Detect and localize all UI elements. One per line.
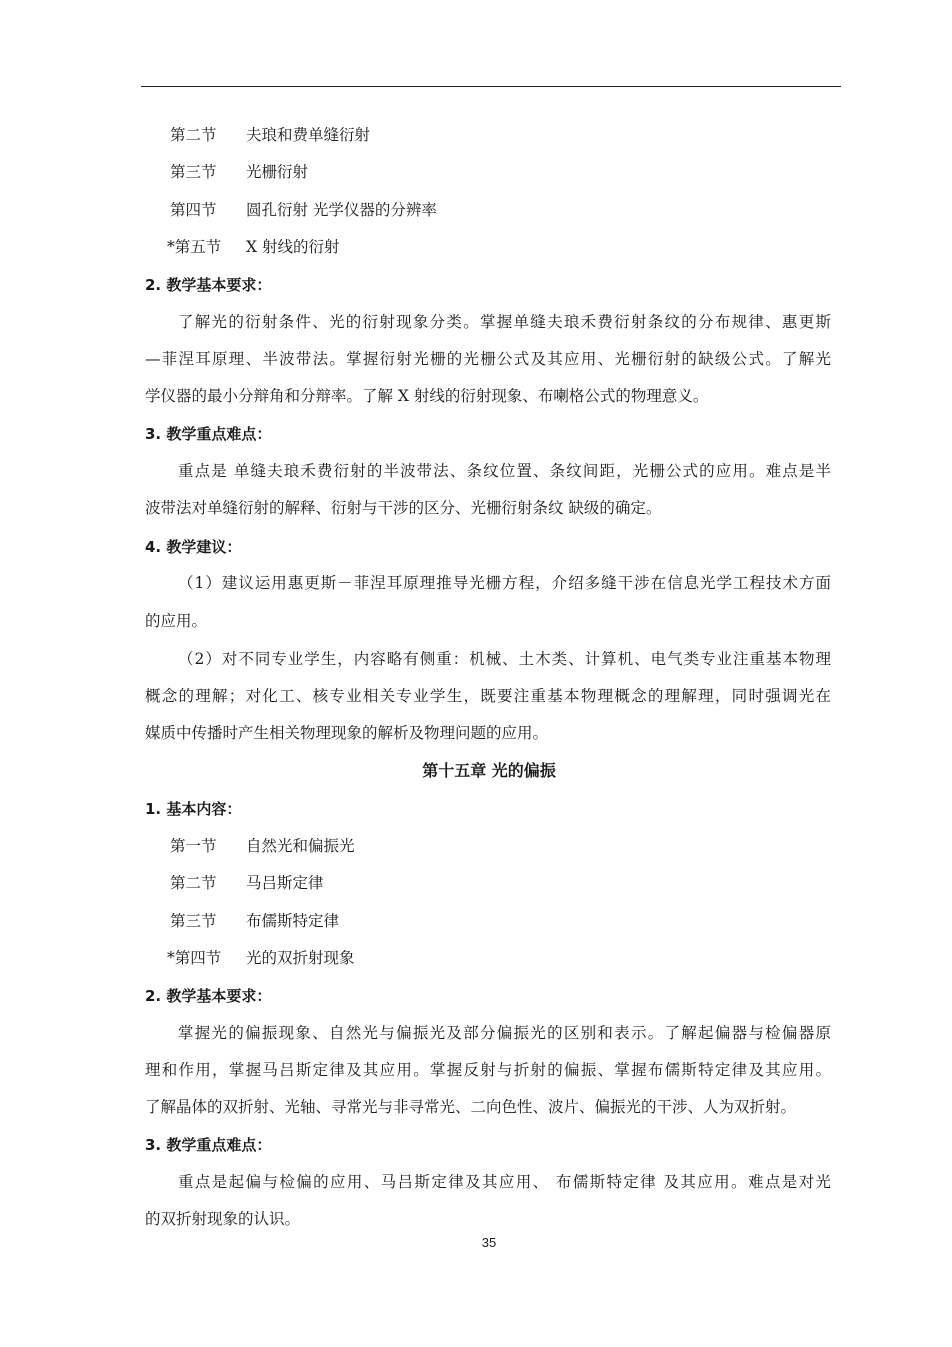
section-heading: 1. 基本内容： [145,800,242,818]
paragraph-line: （2）对不同专业学生，内容略有侧重：机械、土木类、计算机、电气类专业注重基本物理 [178,650,831,668]
section-heading: 2. 教学基本要求： [145,276,272,294]
chapter-title: 第十五章 光的偏振 [422,761,556,780]
section-heading: 3. 教学重点难点： [145,425,272,443]
paragraph-line: 理和作用，掌握马吕斯定律及其应用。掌握反射与折射的偏振、掌握布儒斯特定律及其应用。 [145,1061,831,1079]
paragraph-line: 波带法对单缝衍射的解释、衍射与干涉的区分、光栅衍射条纹 缺级的确定。 [145,499,662,517]
section-heading: 2. 教学基本要求： [145,987,272,1005]
paragraph-line: 了解光的衍射条件、光的衍射现象分类。掌握单缝夫琅禾费衍射条纹的分布规律、惠更斯 [178,313,831,331]
section-item: *第五节 X 射线的衍射 [167,238,340,256]
header-rule [141,86,841,87]
section-item: 第二节 马吕斯定律 [170,874,324,892]
paragraph-line: 重点是起偏与检偏的应用、马吕斯定律及其应用、 布儒斯特定律 及其应用。难点是对光 [178,1173,831,1191]
page-number: 35 [481,1235,497,1250]
section-item: 第一节 自然光和偏振光 [170,837,355,855]
paragraph-line: —菲涅耳原理、半波带法。掌握衍射光栅的光栅公式及其应用、光栅衍射的缺级公式。了解光 [145,350,831,368]
section-item: 第三节 布儒斯特定律 [170,912,340,930]
paragraph-line: 重点是 单缝夫琅禾费衍射的半波带法、条纹位置、条纹间距，光栅公式的应用。难点是半 [178,462,831,480]
paragraph-line: 掌握光的偏振现象、自然光与偏振光及部分偏振光的区别和表示。了解起偏器与检偏器原 [178,1024,831,1042]
paragraph-line: （1）建议运用惠更斯－菲涅耳原理推导光栅方程，介绍多缝干涉在信息光学工程技术方面 [178,574,831,592]
paragraph-line: 学仪器的最小分辩角和分辩率。了解 X 射线的衍射现象、布喇格公式的物理意义。 [145,387,709,405]
paragraph-line: 概念的理解；对化工、核专业相关专业学生，既要注重基本物理概念的理解理，同时强调光在 [145,687,831,705]
paragraph-line: 的双折射现象的认识。 [145,1210,301,1228]
section-item: 第三节 光栅衍射 [170,163,309,181]
paragraph-line: 的应用。 [145,612,208,630]
paragraph-line: 了解晶体的双折射、光轴、寻常光与非寻常光、二向色性、波片、偏振光的干涉、人为双折射。 [145,1098,797,1116]
paragraph-line: 媒质中传播时产生相关物理现象的解析及物理问题的应用。 [145,724,549,742]
section-item: 第四节 圆孔衍射 光学仪器的分辨率 [170,201,437,219]
section-heading: 3. 教学重点难点： [145,1136,272,1154]
section-item: *第四节 光的双折射现象 [167,949,355,967]
section-heading: 4. 教学建议： [145,538,242,556]
section-item: 第二节 夫琅和费单缝衍射 [170,126,371,144]
